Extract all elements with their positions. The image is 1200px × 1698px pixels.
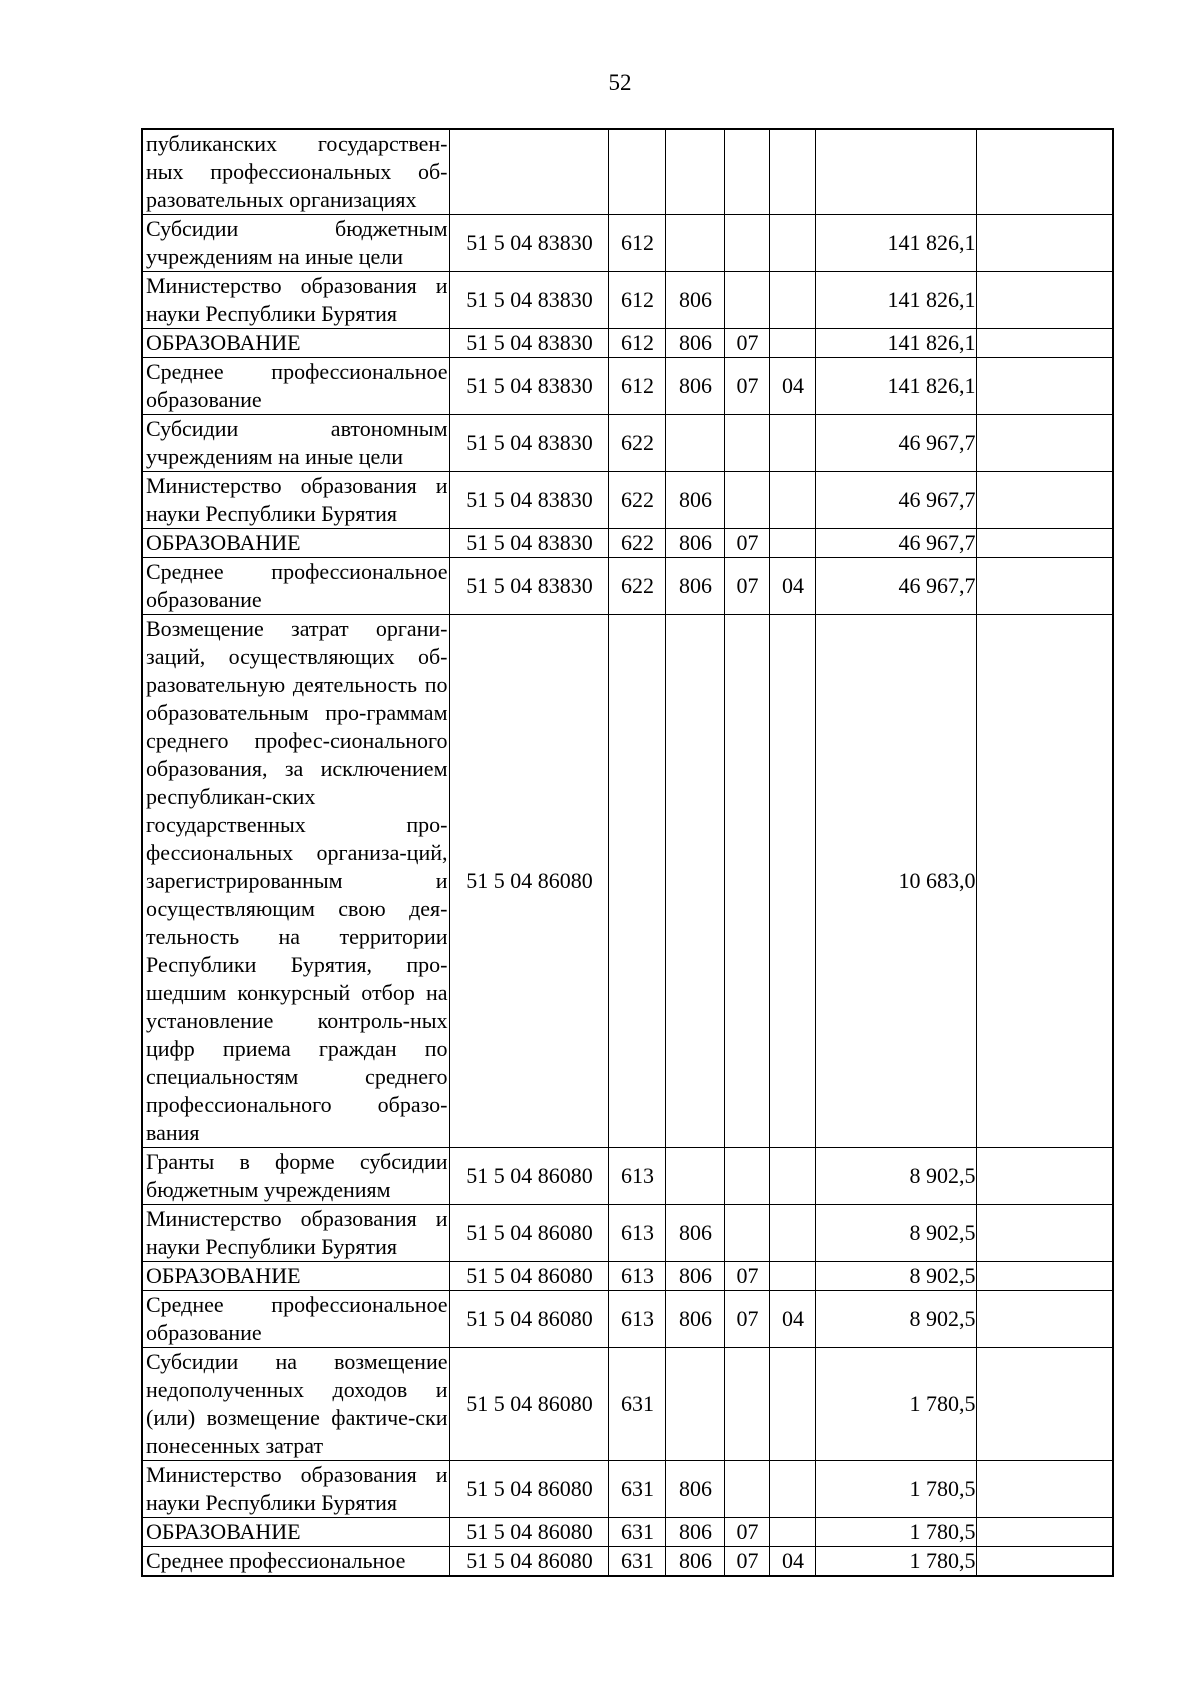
empty-cell [976, 272, 1113, 329]
empty-cell [976, 529, 1113, 558]
section-code-cell: 07 [724, 558, 769, 615]
table-row [142, 615, 1113, 1148]
target-article-code-cell: 51 5 04 83830 [449, 329, 608, 358]
table-row [142, 472, 1113, 529]
ministry-code-cell: 806 [665, 472, 724, 529]
target-article-code-cell: 51 5 04 86080 [449, 1348, 608, 1461]
subsection-code-cell [769, 272, 815, 329]
table-row [142, 1148, 1113, 1205]
amount-cell: 8 902,5 [815, 1291, 976, 1348]
ministry-code-cell [665, 1148, 724, 1205]
expense-type-cell: 631 [608, 1348, 665, 1461]
row-name-cell: ОБРАЗОВАНИЕ [142, 1518, 449, 1547]
empty-cell [976, 1461, 1113, 1518]
subsection-code-cell [769, 1205, 815, 1262]
ministry-code-cell: 806 [665, 558, 724, 615]
amount-cell: 10 683,0 [815, 615, 976, 1148]
amount-cell: 1 780,5 [815, 1518, 976, 1547]
ministry-code-cell: 806 [665, 1205, 724, 1262]
amount-cell: 1 780,5 [815, 1348, 976, 1461]
ministry-code-cell [665, 415, 724, 472]
ministry-code-cell: 806 [665, 1518, 724, 1547]
target-article-code-cell: 51 5 04 86080 [449, 1461, 608, 1518]
target-article-code-cell: 51 5 04 86080 [449, 1547, 608, 1577]
ministry-code-cell: 806 [665, 1291, 724, 1348]
table-row [142, 329, 1113, 358]
subsection-code-cell [769, 1148, 815, 1205]
expense-type-cell: 612 [608, 329, 665, 358]
target-article-code-cell: 51 5 04 83830 [449, 472, 608, 529]
table-body [142, 129, 1113, 1576]
amount-cell: 46 967,7 [815, 415, 976, 472]
subsection-code-cell [769, 129, 815, 215]
empty-cell [976, 215, 1113, 272]
empty-cell [976, 1547, 1113, 1577]
row-name-cell: Гранты в форме субсидии бюджетным учреждениям [142, 1148, 449, 1205]
section-code-cell [724, 615, 769, 1148]
expense-type-cell: 622 [608, 558, 665, 615]
amount-cell: 141 826,1 [815, 358, 976, 415]
amount-cell: 8 902,5 [815, 1148, 976, 1205]
ministry-code-cell: 806 [665, 1262, 724, 1291]
expense-type-cell: 631 [608, 1547, 665, 1577]
section-code-cell: 07 [724, 1547, 769, 1577]
target-article-code-cell: 51 5 04 83830 [449, 272, 608, 329]
amount-cell: 141 826,1 [815, 329, 976, 358]
empty-cell [976, 329, 1113, 358]
amount-cell: 8 902,5 [815, 1205, 976, 1262]
empty-cell [976, 358, 1113, 415]
target-article-code-cell: 51 5 04 86080 [449, 615, 608, 1148]
table-row [142, 358, 1113, 415]
target-article-code-cell: 51 5 04 83830 [449, 358, 608, 415]
section-code-cell: 07 [724, 1291, 769, 1348]
table-row [142, 1518, 1113, 1547]
expense-type-cell: 612 [608, 272, 665, 329]
amount-cell: 141 826,1 [815, 272, 976, 329]
amount-cell: 8 902,5 [815, 1262, 976, 1291]
ministry-code-cell: 806 [665, 329, 724, 358]
ministry-code-cell: 806 [665, 529, 724, 558]
expense-type-cell: 622 [608, 472, 665, 529]
row-name-cell: ОБРАЗОВАНИЕ [142, 529, 449, 558]
expense-type-cell: 612 [608, 215, 665, 272]
expense-type-cell: 631 [608, 1518, 665, 1547]
expense-type-cell: 622 [608, 529, 665, 558]
subsection-code-cell [769, 472, 815, 529]
empty-cell [976, 1291, 1113, 1348]
table-row [142, 215, 1113, 272]
ministry-code-cell: 806 [665, 1547, 724, 1577]
section-code-cell [724, 472, 769, 529]
budget-table [141, 128, 1114, 1577]
target-article-code-cell: 51 5 04 86080 [449, 1205, 608, 1262]
row-name-cell: Субсидии автономным учреждениям на иные цели [142, 415, 449, 472]
section-code-cell [724, 1148, 769, 1205]
subsection-code-cell: 04 [769, 358, 815, 415]
row-name-cell: Среднее профессиональное [142, 1547, 449, 1577]
empty-cell [976, 558, 1113, 615]
expense-type-cell [608, 615, 665, 1148]
subsection-code-cell: 04 [769, 1547, 815, 1577]
empty-cell [976, 1518, 1113, 1547]
table-row [142, 1262, 1113, 1291]
section-code-cell [724, 415, 769, 472]
subsection-code-cell [769, 215, 815, 272]
expense-type-cell: 613 [608, 1205, 665, 1262]
row-name-cell: Возмещение затрат органи-заций, осуществляющих об-разовательную деятельность по образовательным про-граммам среднего профес-сионального образования, за исключением республикан-ских государственных про-фессиональных организа-ций, зарегистрированным и осуществляющим свою дея-тельность на территории Республики Бурятия, про-шедшим конкурсный отбор на установление контроль-ных цифр приема граждан по специальностям среднего профессионального образо-вания [142, 615, 449, 1148]
subsection-code-cell [769, 1461, 815, 1518]
amount-cell: 1 780,5 [815, 1547, 976, 1577]
empty-cell [976, 1348, 1113, 1461]
empty-cell [976, 415, 1113, 472]
row-name-cell: Среднее профессиональное образование [142, 1291, 449, 1348]
amount-cell: 46 967,7 [815, 472, 976, 529]
row-name-cell: Министерство образования и науки Республики Бурятия [142, 472, 449, 529]
subsection-code-cell: 04 [769, 1291, 815, 1348]
table-row [142, 1348, 1113, 1461]
table-row [142, 529, 1113, 558]
subsection-code-cell [769, 615, 815, 1148]
expense-type-cell: 631 [608, 1461, 665, 1518]
ministry-code-cell [665, 129, 724, 215]
section-code-cell: 07 [724, 358, 769, 415]
subsection-code-cell [769, 1348, 815, 1461]
table-row [142, 1291, 1113, 1348]
table-row [142, 415, 1113, 472]
subsection-code-cell [769, 1262, 815, 1291]
empty-cell [976, 1148, 1113, 1205]
row-name-cell: Среднее профессиональное образование [142, 558, 449, 615]
table-row [142, 1205, 1113, 1262]
section-code-cell: 07 [724, 329, 769, 358]
amount-cell [815, 129, 976, 215]
empty-cell [976, 1205, 1113, 1262]
section-code-cell: 07 [724, 1518, 769, 1547]
section-code-cell [724, 1348, 769, 1461]
section-code-cell: 07 [724, 529, 769, 558]
row-name-cell: Министерство образования и науки Республики Бурятия [142, 272, 449, 329]
amount-cell: 1 780,5 [815, 1461, 976, 1518]
section-code-cell [724, 215, 769, 272]
target-article-code-cell: 51 5 04 86080 [449, 1291, 608, 1348]
section-code-cell [724, 272, 769, 329]
target-article-code-cell: 51 5 04 83830 [449, 415, 608, 472]
ministry-code-cell: 806 [665, 272, 724, 329]
subsection-code-cell: 04 [769, 558, 815, 615]
target-article-code-cell: 51 5 04 86080 [449, 1148, 608, 1205]
empty-cell [976, 615, 1113, 1148]
subsection-code-cell [769, 415, 815, 472]
amount-cell: 46 967,7 [815, 529, 976, 558]
subsection-code-cell [769, 329, 815, 358]
ministry-code-cell [665, 1348, 724, 1461]
empty-cell [976, 1262, 1113, 1291]
expense-type-cell: 612 [608, 358, 665, 415]
section-code-cell [724, 1461, 769, 1518]
row-name-cell: Министерство образования и науки Республики Бурятия [142, 1205, 449, 1262]
section-code-cell [724, 1205, 769, 1262]
amount-cell: 141 826,1 [815, 215, 976, 272]
table-row [142, 1461, 1113, 1518]
target-article-code-cell: 51 5 04 83830 [449, 215, 608, 272]
empty-cell [976, 472, 1113, 529]
amount-cell: 46 967,7 [815, 558, 976, 615]
row-name-cell: публиканских государствен-ных профессиональных об-разовательных организациях [142, 129, 449, 215]
ministry-code-cell [665, 215, 724, 272]
empty-cell [976, 129, 1113, 215]
expense-type-cell: 613 [608, 1291, 665, 1348]
ministry-code-cell: 806 [665, 358, 724, 415]
target-article-code-cell [449, 129, 608, 215]
row-name-cell: Субсидии бюджетным учреждениям на иные цели [142, 215, 449, 272]
expense-type-cell: 613 [608, 1262, 665, 1291]
expense-type-cell [608, 129, 665, 215]
ministry-code-cell: 806 [665, 1461, 724, 1518]
row-name-cell: Среднее профессиональное образование [142, 358, 449, 415]
subsection-code-cell [769, 1518, 815, 1547]
section-code-cell: 07 [724, 1262, 769, 1291]
expense-type-cell: 613 [608, 1148, 665, 1205]
subsection-code-cell [769, 529, 815, 558]
target-article-code-cell: 51 5 04 86080 [449, 1262, 608, 1291]
row-name-cell: Субсидии на возмещение недополученных доходов и (или) возмещение фактиче-ски понесенных затрат [142, 1348, 449, 1461]
page-number: 52 [608, 70, 632, 95]
target-article-code-cell: 51 5 04 83830 [449, 558, 608, 615]
table-row [142, 558, 1113, 615]
table-row [142, 272, 1113, 329]
target-article-code-cell: 51 5 04 86080 [449, 1518, 608, 1547]
target-article-code-cell: 51 5 04 83830 [449, 529, 608, 558]
row-name-cell: ОБРАЗОВАНИЕ [142, 1262, 449, 1291]
ministry-code-cell [665, 615, 724, 1148]
expense-type-cell: 622 [608, 415, 665, 472]
table-row [142, 129, 1113, 215]
section-code-cell [724, 129, 769, 215]
table-row [142, 1547, 1113, 1577]
row-name-cell: Министерство образования и науки Республики Бурятия [142, 1461, 449, 1518]
row-name-cell: ОБРАЗОВАНИЕ [142, 329, 449, 358]
